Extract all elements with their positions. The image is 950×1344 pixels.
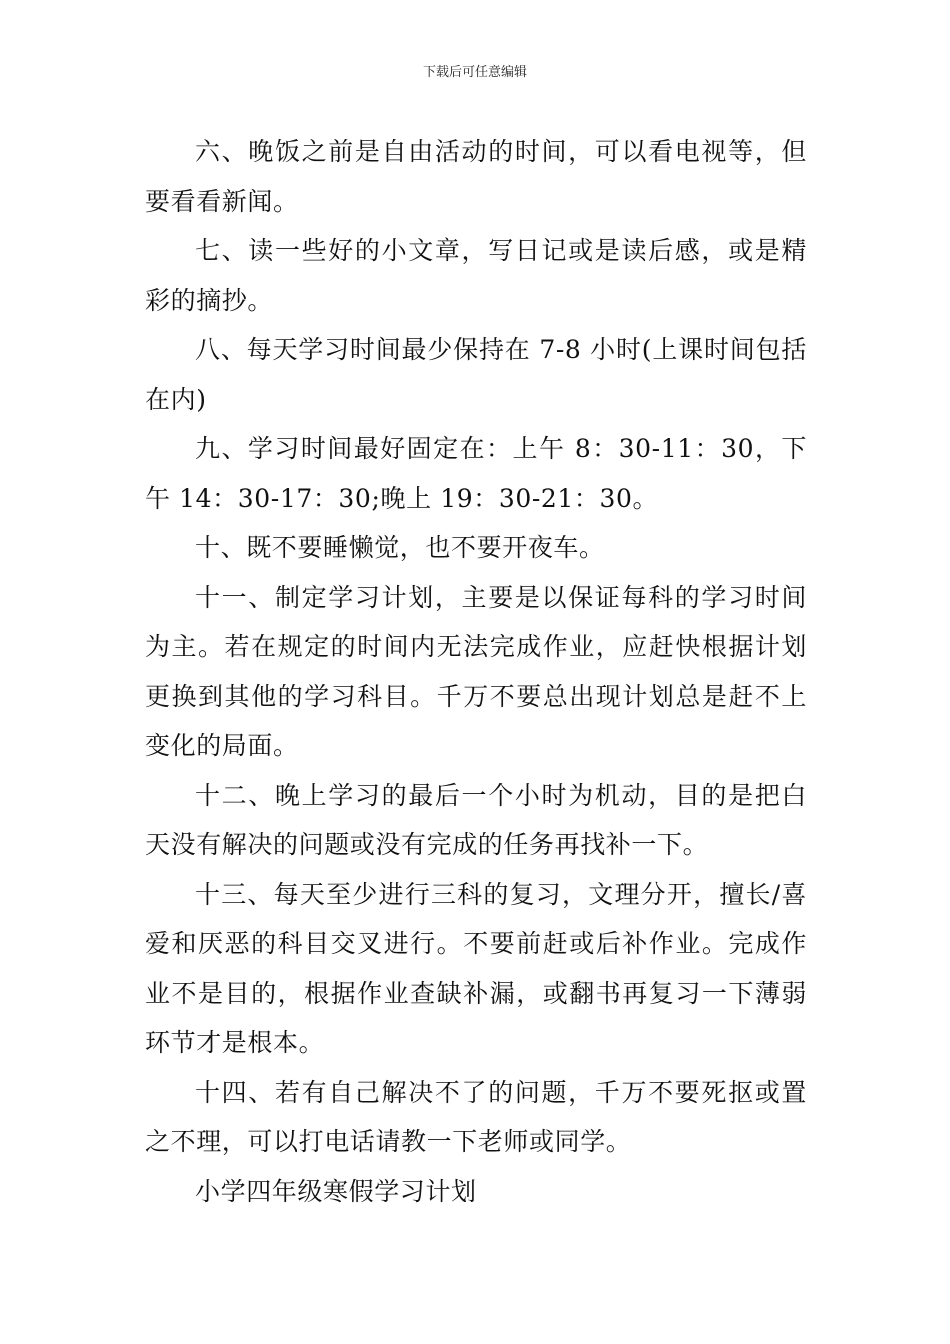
paragraph-item-10: 十、既不要睡懒觉，也不要开夜车。: [195, 533, 605, 562]
paragraph-item-7: 七、读一些好的小文章，写日记或是读后感，或是精彩的摘抄。: [145, 236, 807, 315]
paragraph-item-12: 十二、晚上学习的最后一个小时为机动，目的是把白天没有解决的问题或没有完成的任务再找补一下。: [145, 780, 807, 859]
paragraph-item-9: 九、学习时间最好固定在：上午 8：30-11：30，下午 14：30-17：30;晚上 19：30-21：30。: [145, 434, 807, 513]
section-heading: 小学四年级寒假学习计划: [195, 1176, 477, 1206]
paragraph-item-6: 六、晚饭之前是自由活动的时间，可以看电视等，但要看看新闻。: [145, 137, 807, 216]
paragraph-item-11: 十一、制定学习计划，主要是以保证每科的学习时间为主。若在规定的时间内无法完成作业，应赶快根据计划更换到其他的学习科目。千万不要总出现计划总是赶不上变化的局面。: [145, 582, 807, 760]
page-header-note: 下载后可任意编辑: [422, 65, 527, 80]
paragraph-item-14: 十四、若有自己解决不了的问题，千万不要死抠或置之不理，可以打电话请教一下老师或同学。: [145, 1077, 807, 1156]
paragraph-item-8: 八、每天学习时间最少保持在 7-8 小时(上课时间包括在内): [145, 335, 807, 414]
paragraph-item-13: 十三、每天至少进行三科的复习，文理分开，擅长/喜爱和厌恶的科目交叉进行。不要前赶或后补作业。完成作业不是目的，根据作业查缺补漏，或翻书再复习一下薄弱环节才是根本。: [145, 879, 807, 1057]
document-body: [145, 127, 807, 1216]
